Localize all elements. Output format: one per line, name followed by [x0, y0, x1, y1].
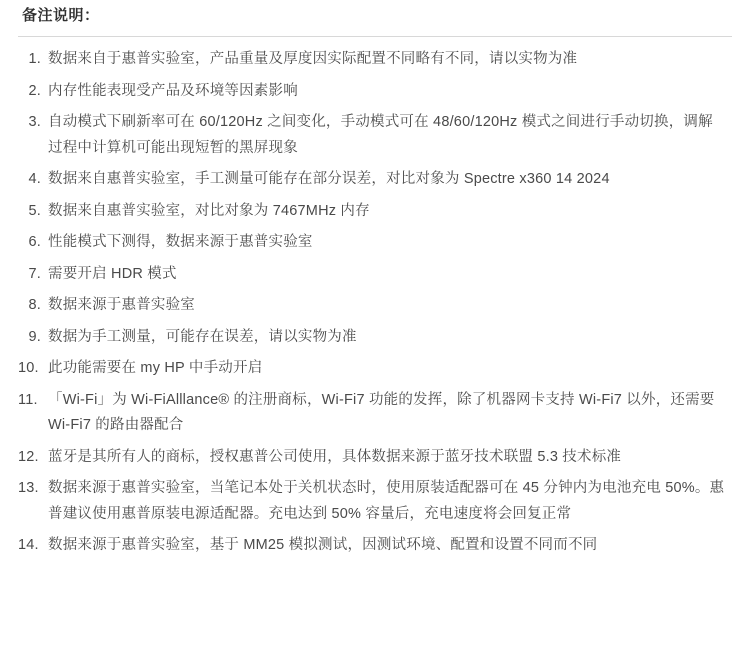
- list-item: [18, 230, 732, 256]
- list-item: [18, 293, 732, 319]
- list-item-number: 6.: [28, 234, 41, 250]
- list-item: [18, 110, 732, 161]
- list-item: [18, 325, 732, 351]
- list-item-number: 9.: [28, 328, 41, 345]
- list-item-text: 数据来自惠普实验室，对比对象为 7467MHz 内存: [48, 202, 370, 219]
- list-item-text: 数据来源于惠普实验室，当笔记本处于关机状态时，使用原装适配器可在 45 分钟内为电池充电 50%。惠普建议使用惠普原装电源适配器。充电达到 50% 容量后，充电速度将会回复正常: [48, 480, 725, 522]
- page-title: 备注说明：: [22, 7, 100, 24]
- list-item: [18, 476, 732, 527]
- list-item-number: 13.: [18, 480, 39, 496]
- list-item-number: 4.: [28, 171, 41, 187]
- list-item-text: 此功能需要在 my HP 中手动开启: [48, 360, 263, 376]
- notes-list: [18, 47, 732, 559]
- list-item: [18, 356, 732, 382]
- list-item-number: 1.: [28, 51, 41, 67]
- list-item-number: 2.: [28, 82, 41, 99]
- list-item-text: 数据来自于惠普实验室，产品重量及厚度因实际配置不同略有不同，请以实物为准: [48, 51, 578, 67]
- title-divider: [18, 36, 732, 37]
- list-item-text: 自动模式下刷新率可在 60/120Hz 之间变化，手动模式可在 48/60/120Hz 模式之间进行手动切换，调解过程中计算机可能出现短暂的黑屏现象: [48, 114, 713, 156]
- list-item: [18, 445, 732, 471]
- list-item-text: 需要开启 HDR 模式: [48, 265, 177, 282]
- list-item: [18, 262, 732, 288]
- list-item-text: 数据来自惠普实验室，手工测量可能存在部分误差，对比对象为 Spectre x360 14 2024: [48, 171, 610, 187]
- list-item-number: 5.: [28, 202, 41, 219]
- list-item-text: 蓝牙是其所有人的商标，授权惠普公司使用，具体数据来源于蓝牙技术联盟 5.3 技术标准: [48, 448, 622, 465]
- list-item-number: 12.: [18, 448, 39, 465]
- list-item-text: 内存性能表现受产品及环境等因素影响: [48, 82, 298, 99]
- list-item-number: 10.: [18, 360, 39, 376]
- list-item-number: 8.: [28, 297, 41, 313]
- list-item-number: 11.: [18, 391, 38, 408]
- list-item-text: 数据来源于惠普实验室，基于 MM25 模拟测试，因测试环境、配置和设置不同而不同: [48, 537, 598, 553]
- list-item: [18, 167, 732, 193]
- list-item-text: 数据为手工测量，可能存在误差，请以实物为准: [48, 328, 357, 345]
- list-item: [18, 199, 732, 225]
- list-item-text: 性能模式下测得，数据来源于惠普实验室: [48, 234, 313, 250]
- list-item: [18, 388, 732, 439]
- list-item-number: 14.: [18, 537, 39, 553]
- list-item-number: 3.: [28, 114, 41, 130]
- list-item-text: 数据来源于惠普实验室: [48, 297, 195, 313]
- list-item-number: 7.: [28, 265, 41, 282]
- list-item: [18, 79, 732, 105]
- list-item: [18, 533, 732, 559]
- list-item: [18, 47, 732, 73]
- list-item-text: 「Wi-Fi」为 Wi-FiAlllance® 的注册商标，Wi-Fi7 功能的发挥，除了机器网卡支持 Wi-Fi7 以外，还需要 Wi-Fi7 的路由器配合: [48, 391, 715, 433]
